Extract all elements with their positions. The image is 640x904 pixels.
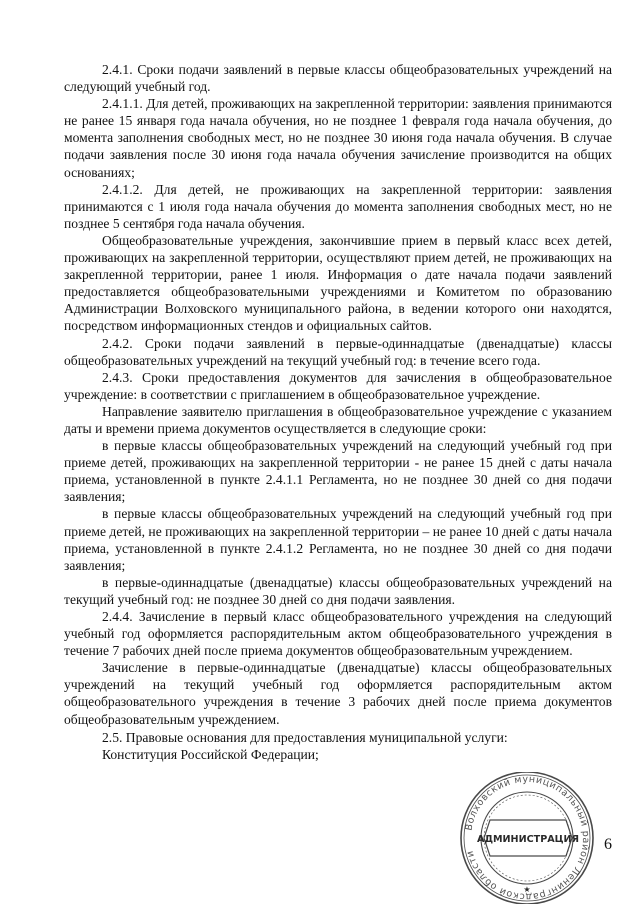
paragraph-constitution: Конституция Российской Федерации; (102, 746, 319, 762)
paragraph-enrollment-current-year: Зачисление в первые-одиннадцатые (двенадцатые) классы общеобразовательных учреждений на текущий учебный год оформляется распорядительным актом общеобразовательного учреждения в течение 3 рабочих дней после приема документов общеобразовательным учреждением. (64, 660, 612, 727)
paragraph-2-4-3: 2.4.3. Сроки предоставления документов для зачисления в общеобразовательное учреждение: в соответствии с приглашением в общеобразовательное учреждение. (64, 369, 612, 402)
paragraph-2-4-1-2: 2.4.1.2. Для детей, не проживающих на закрепленной территории: заявления принимаются с 1 июля года начала обучения до момента заполнения свободных мест, но не позднее 5 сентября года начала обучения. (64, 181, 612, 231)
paragraph-term-nonresident: в первые классы общеобразовательных учреждений на следующий учебный год при приеме детей, не проживающих на закрепленной территории – не ранее 10 дней с даты начала приема, установленной в пункте 2.4.1.2 Регламента, но не позднее 30 дней со дня подачи заявления; (64, 506, 612, 573)
paragraph-invitation-terms: Направление заявителю приглашения в общеобразовательное учреждение с указанием даты и времени приема документов осуществляется в следующие сроки: (64, 403, 612, 436)
page-number: 6 (604, 836, 612, 853)
paragraph-2-5: 2.5. Правовые основания для предоставления муниципальной услуги: (102, 729, 508, 745)
paragraph-2-4-2: 2.4.2. Сроки подачи заявлений в первые-одиннадцатые (двенадцатые) классы общеобразовательных учреждений на текущий учебный год: в течение всего года. (64, 335, 612, 368)
paragraph-term-resident: в первые классы общеобразовательных учреждений на следующий учебный год при приеме детей, проживающих на закрепленной территории - не ранее 15 дней с даты начала приема, установленной в пункте 2.4.1.1 Регламента, но не позднее 30 дней со дня подачи заявления; (64, 438, 612, 505)
paragraph-early-admission: Общеобразовательные учреждения, закончившие прием в первый класс всех детей, проживающих на закрепленной территории, осуществляют прием детей, не проживающих на закрепленной территории, ранее 1 июля. Информация о дате начала подачи заявлений предоставляется общеобразовательными учреждениями и Комитетом по образованию Администрации Волховского муниципального района, в ведении которого они находятся, посредством информационных стендов и официальных сайтов. (64, 232, 612, 334)
paragraph-term-current-year: в первые-одиннадцатые (двенадцатые) классы общеобразовательных учреждений на текущий учебный год: не позднее 30 дней со дня подачи заявления. (64, 574, 612, 607)
paragraph-2-4-4: 2.4.4. Зачисление в первый класс общеобразовательного учреждения на следующий учебный год оформляется распорядительным актом общеобразовательного учреждения в течение 7 рабочих дней после приема документов общеобразовательным учреждением. (64, 609, 612, 659)
paragraph-2-4-1: 2.4.1. Сроки подачи заявлений в первые классы общеобразовательных учреждений на следующий учебный год. (64, 62, 612, 95)
paragraph-2-4-1-1: 2.4.1.1. Для детей, проживающих на закрепленной территории: заявления принимаются не ранее 15 января года начала обучения, но не позднее 1 февраля года начала обучения, до момента заполнения свободных мест, но не позднее 30 июня года начала обучения. В случае подачи заявления после 30 июня года начала обучения зачисление производится на общих основаниях; (64, 96, 612, 180)
stamp-star-icon: ★ (523, 885, 531, 894)
stamp-ring-text: Волховский муниципальный район Ленинградской области (463, 773, 592, 903)
official-seal-stamp (452, 772, 602, 904)
stamp-center-text: АДМИНИСТРАЦИЯ (477, 834, 579, 845)
document-body (64, 61, 612, 763)
